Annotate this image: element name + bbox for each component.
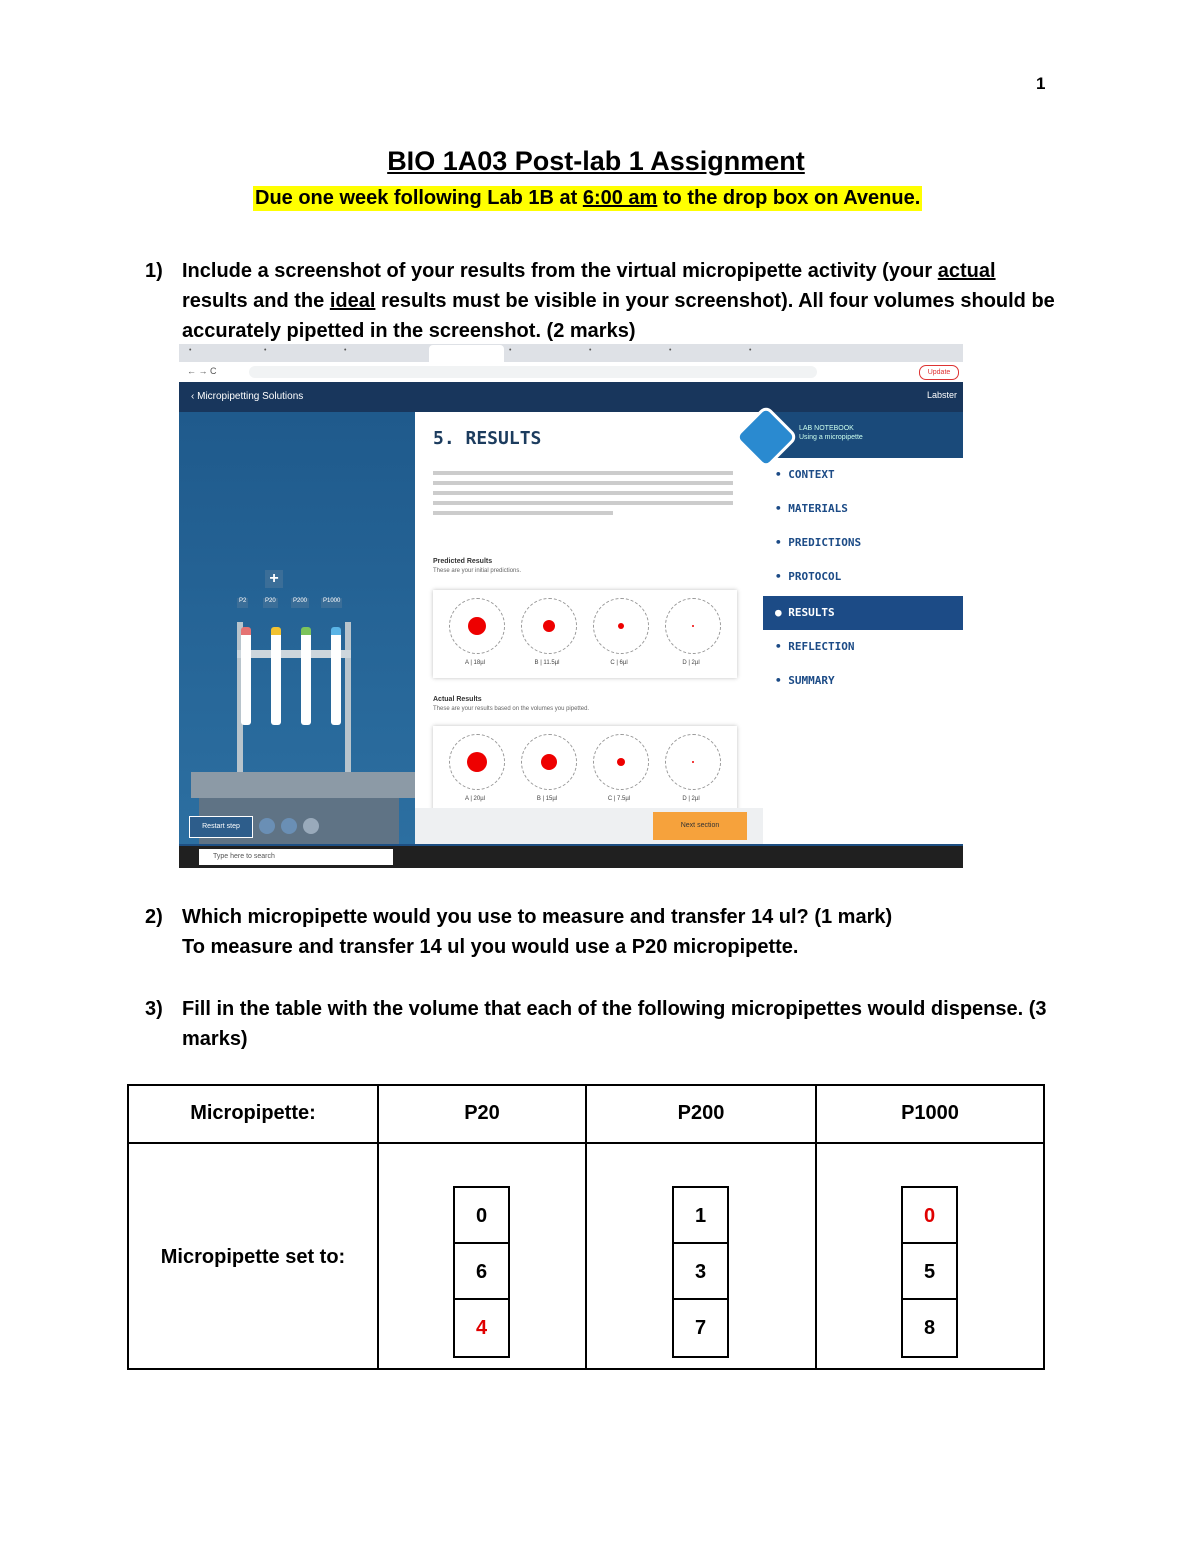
windows-taskbar — [179, 846, 963, 868]
page-title: BIO 1A03 Post-lab 1 Assignment — [387, 146, 805, 176]
results-screenshot — [179, 344, 963, 868]
question-text: Which micropipette would you use to measure and transfer 14 ul? (1 mark) — [182, 906, 893, 928]
panel-title: 5. RESULTS — [433, 428, 542, 449]
lab-scene — [179, 412, 415, 844]
nav-predictions: • PREDICTIONS — [775, 536, 862, 549]
page-number: 1 — [1036, 74, 1046, 93]
pipette-label-p1000: P1000 — [321, 598, 342, 608]
labster-logo: Labster — [926, 390, 957, 400]
question-number: 3) — [145, 998, 163, 1020]
question-text: Include a screenshot of your results from the virtual micropipette activity (your actual results and the ideal results must be visible in your screenshot). All four volumes should be accurately pipetted in the screenshot. (2 marks) — [182, 260, 1055, 342]
header-p1000: P1000 — [901, 1102, 959, 1124]
question-number: 2) — [145, 906, 163, 928]
app-header — [179, 382, 963, 412]
nav-results: ● RESULTS — [775, 606, 835, 619]
predicted-results-card: A | 18µl B | 11.5µl C | 6µl D | 2µl — [433, 590, 737, 678]
row-label: Micropipette set to: — [160, 1246, 346, 1268]
question-text: Fill in the table with the volume that each of the following micropipettes would dispense. (3 marks) — [182, 998, 1047, 1050]
address-bar — [179, 362, 963, 383]
next-section-button: Next section — [653, 812, 747, 840]
dial-p20: 0 6 4 — [453, 1186, 510, 1358]
undo-icon — [259, 818, 275, 834]
answer-text: To measure and transfer 14 ul you would use a P20 micropipette. — [182, 936, 799, 958]
nav-context: • CONTEXT — [775, 468, 835, 481]
pipette-p20 — [271, 627, 281, 725]
pipette-p2 — [241, 627, 251, 725]
nav-arrows-icon: ← → C — [187, 366, 217, 376]
actual-results-card: A | 20µl B | 15µl C | 7.5µl D | 2µl — [433, 726, 737, 814]
pipette-p200 — [301, 627, 311, 725]
lab-notebook: LAB NOTEBOOK Using a micropipette • CONTEXT • MATERIALS • PREDICTIONS • PROTOCOL ● RESULTS • REFLECTION • SUMMARY — [763, 412, 963, 844]
micropipette-table — [127, 1084, 1045, 1370]
due-notice: Due one week following Lab 1B at 6:00 am to the drop box on Avenue. — [255, 187, 921, 209]
update-button: Update — [919, 365, 959, 380]
dial-p200: 1 3 7 — [672, 1186, 729, 1358]
back-link: ‹ Micropipetting Solutions — [191, 391, 304, 402]
pipette-p1000 — [331, 627, 341, 725]
url-field — [249, 366, 817, 378]
plus-icon: + — [265, 570, 283, 588]
header-p200: P200 — [677, 1102, 725, 1124]
pipette-label-p20: P20 — [263, 598, 278, 608]
pipette-label-p2: P2 — [237, 598, 248, 608]
restart-step-button: Restart step — [189, 816, 253, 838]
nav-materials: • MATERIALS — [775, 502, 848, 515]
active-tab — [429, 345, 504, 362]
browser-tab-bar: • • • • • • • — [179, 344, 963, 362]
results-panel: 5. RESULTS Predicted Results These are your initial predictions. A | 18µl B | 11.5µl C | 6µl D | 2µl Actual Results These are your results based on the volumes you pipetted. A | 20µl B | 15µl C | 7.5µl D | 2µl Next section — [415, 412, 763, 844]
nav-protocol: • PROTOCOL — [775, 570, 842, 583]
taskbar-search: Type here to search — [199, 849, 393, 865]
header-micropipette: Micropipette: — [190, 1102, 316, 1124]
undo-icon — [281, 818, 297, 834]
header-p20: P20 — [464, 1102, 500, 1124]
question-number: 1) — [145, 260, 163, 282]
nav-reflection: • REFLECTION — [775, 640, 855, 653]
pipette-label-p200: P200 — [291, 598, 309, 608]
nav-summary: • SUMMARY — [775, 674, 835, 687]
redo-icon — [303, 818, 319, 834]
dial-p1000: 0 5 8 — [901, 1186, 958, 1358]
